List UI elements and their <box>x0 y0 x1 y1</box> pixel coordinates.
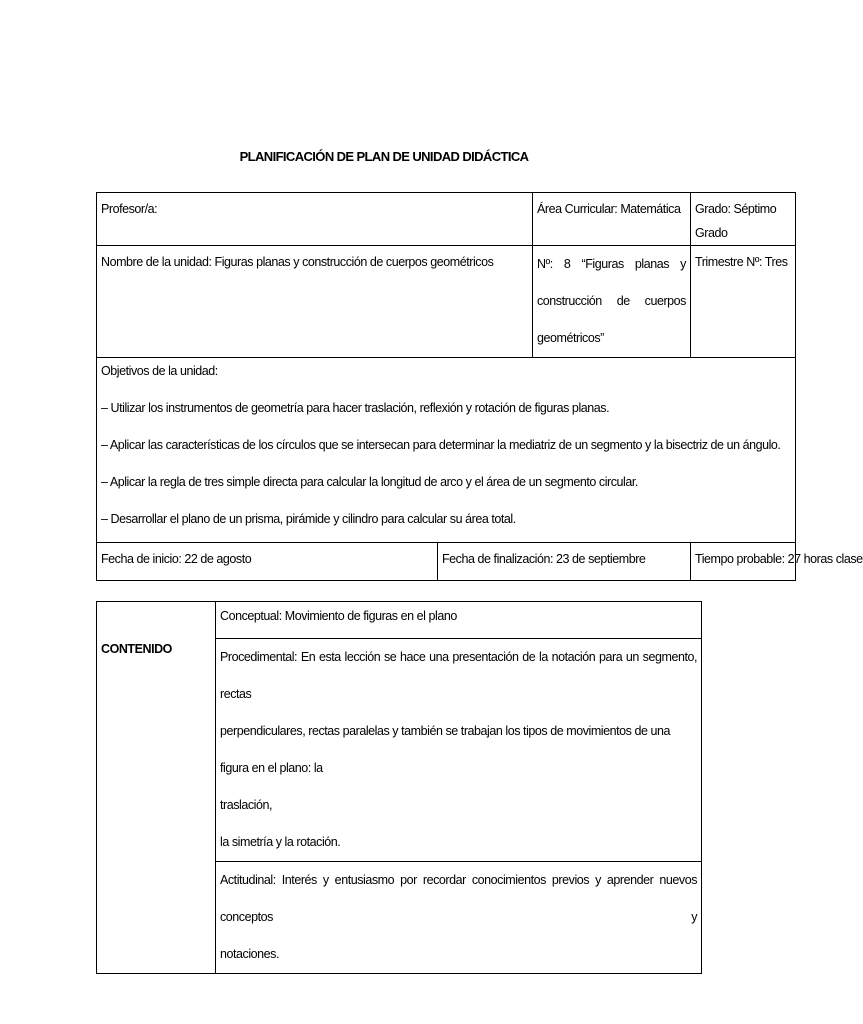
numero-line-3: geométricos” <box>537 331 604 345</box>
procedimental-line-2: perpendiculares, rectas paralelas y también se trabajan los tipos de movimientos de una figura en el plano: la <box>220 724 671 775</box>
area-cell <box>533 193 691 246</box>
profesor-cell <box>97 193 533 246</box>
unidad-label: Nombre de la unidad: Figuras planas y construcción de cuerpos geométricos <box>101 255 494 269</box>
procedimental-line-3: traslación, <box>220 798 273 812</box>
objetivo-item: – Utilizar los instrumentos de geometría para hacer traslación, reflexión y rotación de figuras planas. <box>101 401 610 415</box>
fecha-fin-cell <box>438 543 691 581</box>
contenido-table <box>96 601 702 974</box>
fecha-fin-label: Fecha de finalización: 23 de septiembre <box>442 552 646 566</box>
fecha-inicio-cell <box>97 543 438 581</box>
procedimental-line-1: Procedimental: En esta lección se hace una presentación de la notación para un segmento, rectas <box>220 650 697 701</box>
numero-line-2: construcción de cuerpos <box>537 294 686 308</box>
actitudinal-line-2: notaciones. <box>220 947 279 961</box>
grado-cell <box>691 193 796 246</box>
objetivos-cell <box>97 358 796 543</box>
procedimental-line-4: la simetría y la rotación. <box>220 835 341 849</box>
numero-cell <box>533 246 691 358</box>
trimestre-label: Trimestre Nº: Tres <box>695 255 788 269</box>
objetivo-item: – Desarrollar el plano de un prisma, pirámide y cilindro para calcular su área total. <box>101 512 516 526</box>
actitudinal-cell <box>216 862 702 974</box>
fecha-inicio-label: Fecha de inicio: 22 de agosto <box>101 552 252 566</box>
conceptual-text: Conceptual: Movimiento de figuras en el plano <box>220 609 457 623</box>
objetivos-label: Objetivos de la unidad: <box>101 364 218 378</box>
actitudinal-line-1: Actitudinal: Interés y entusiasmo por recordar conocimientos previos y aprender nuevos conceptos y <box>220 873 697 924</box>
unit-info-table <box>96 192 863 581</box>
objetivo-item: – Aplicar las características de los círculos que se intersecan para determinar la mediatriz de un segmento y la bisectriz de un ángulo. <box>101 438 781 452</box>
page-title: PLANIFICACIÓN DE PLAN DE UNIDAD DIDÁCTICA <box>239 149 529 164</box>
tiempo-cell <box>691 543 863 581</box>
contenido-cell <box>97 602 216 862</box>
grado-label: Grado: Séptimo Grado <box>695 202 777 240</box>
contenido-empty-cell <box>97 862 216 974</box>
tiempo-label: Tiempo probable: 27 horas clase <box>695 552 863 566</box>
trimestre-cell <box>691 246 796 358</box>
area-label: Área Curricular: Matemática <box>537 202 681 216</box>
objetivo-item: – Aplicar la regla de tres simple directa para calcular la longitud de arco y el área de un segmento circular. <box>101 475 638 489</box>
conceptual-cell <box>216 602 702 639</box>
numero-line-1: Nº: 8 “Figuras planas y <box>537 257 686 271</box>
unidad-cell <box>97 246 533 358</box>
procedimental-cell <box>216 639 702 862</box>
contenido-label: CONTENIDO <box>101 642 172 656</box>
profesor-label: Profesor/a: <box>101 202 158 216</box>
